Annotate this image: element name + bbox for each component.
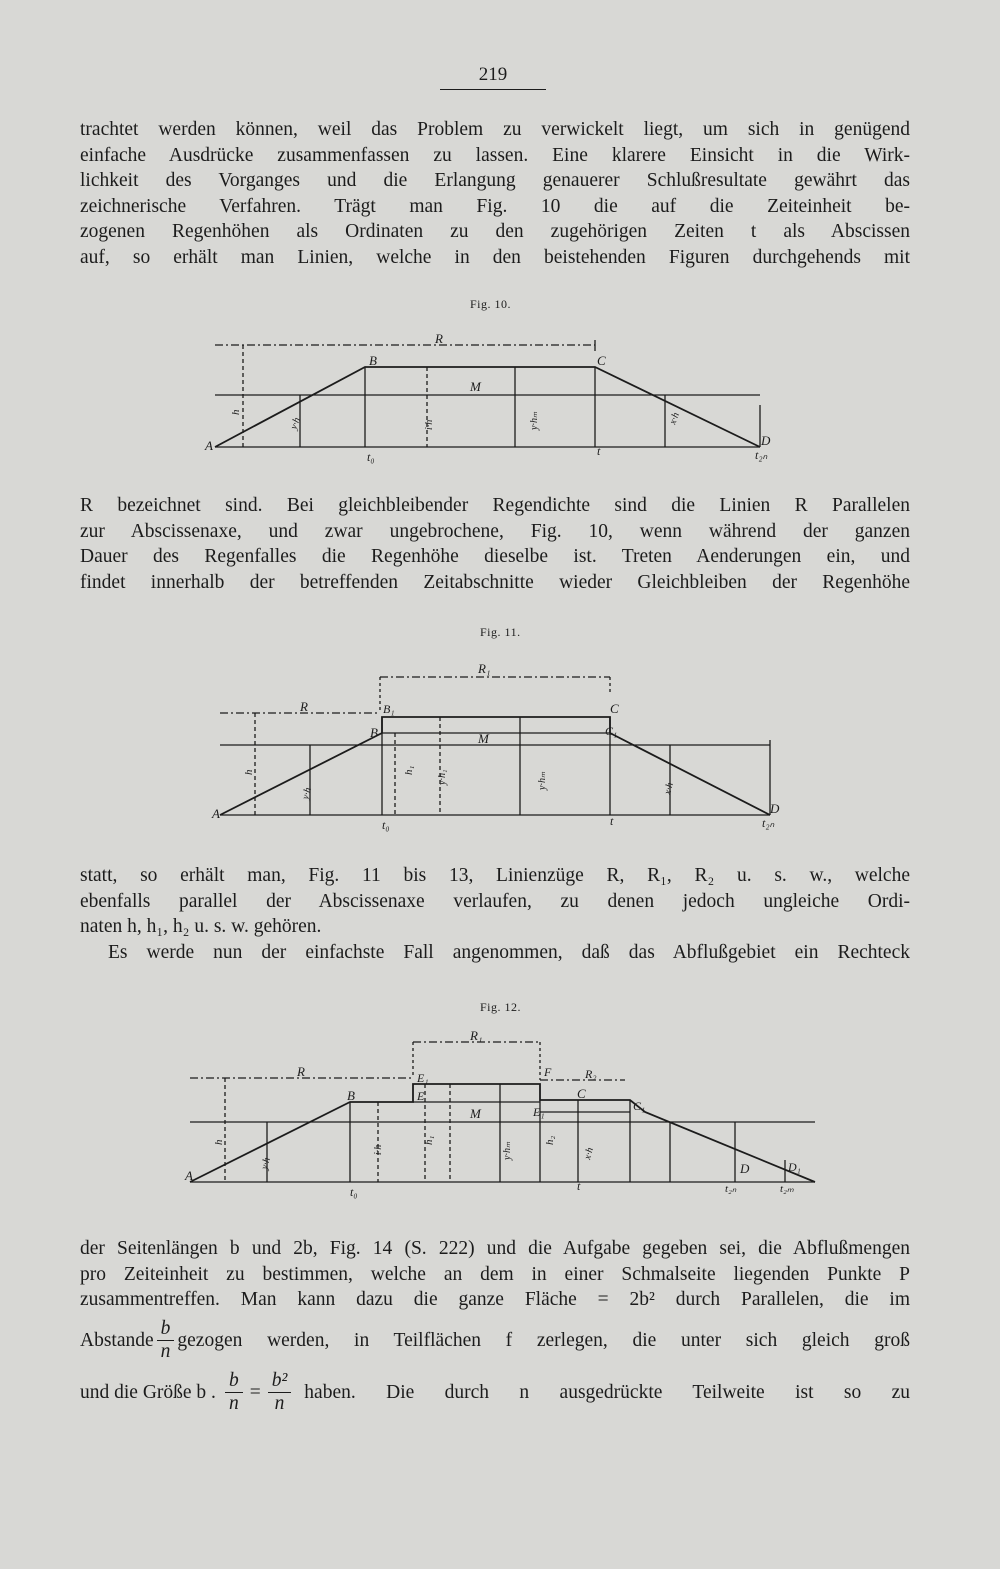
fig12-label-M: M — [470, 1106, 481, 1121]
fig12-label-t: t — [577, 1179, 581, 1193]
equals-sign: = — [249, 1381, 261, 1403]
para2-line: findet innerhalb der betreffenden Zeitabschnitte wieder Gleichbleiben der Regenhöhe — [80, 571, 910, 593]
fig10-label-yhm: y·hₘ — [529, 411, 540, 430]
fig10-label-M: M — [470, 379, 481, 394]
fig12-label-A: A — [185, 1168, 193, 1183]
fig12-label-F1: E₁ — [533, 1105, 545, 1119]
fig12-label-R1: R₁ — [470, 1028, 483, 1043]
fig11-label-B: B — [370, 725, 378, 740]
abstande-pre: Abstande — [80, 1329, 154, 1351]
fig11-curve — [220, 717, 770, 815]
fig10-label-yh: y·h — [288, 416, 303, 432]
fig11-label-t: t — [610, 814, 614, 828]
groesse-pre: und die Größe b . — [80, 1381, 216, 1403]
para1-line: lichkeit des Vorganges und die Erlangung genauerer Schlußresultate gewährt das — [80, 170, 910, 192]
fig12-label-h: h — [213, 1139, 225, 1145]
fig12-diagram — [185, 1030, 825, 1205]
fig12-label-R2: R₂ — [585, 1067, 597, 1081]
para1-line: einfache Ausdrücke zusammenfassen zu lassen. Eine klarere Einsicht in die Wirk- — [80, 144, 910, 166]
para2-line: Dauer des Regenfalles die Regenhöhe dieselbe ist. Treten Aenderungen ein, und — [80, 546, 910, 568]
fig12-label-B: B — [347, 1088, 355, 1103]
para3-line: ebenfalls parallel der Abscissenaxe verlaufen, zu denen jedoch ungleiche Ordi- — [80, 890, 910, 912]
para2-line: zur Abscissenaxe, und zwar ungebrochene, Fig. 10, wenn während der ganzen — [80, 520, 910, 542]
fig11-label-M: M — [478, 731, 489, 746]
fig10-label-B: B — [369, 353, 377, 368]
frac-denominator: n — [274, 1393, 285, 1414]
fig10-label-C: C — [597, 353, 606, 368]
fig12-label-h2: h₂ — [544, 1135, 556, 1145]
fig11-label-C1: C₁ — [605, 724, 618, 738]
fig12-label-C1: C₁ — [633, 1099, 646, 1113]
fig11-label-B1: B₁ — [383, 702, 395, 716]
fig12-label-yhm: y·hₘ — [502, 1141, 513, 1160]
fig12-label-yh: y·h — [259, 1156, 273, 1171]
fig10-caption: Fig. 10. — [470, 297, 512, 311]
fig12-label-E: E — [417, 1089, 425, 1103]
para3-line: naten h, h₁, h₂ u. s. w. gehören. — [80, 916, 322, 938]
paragraph-4 — [80, 940, 910, 966]
fig11-label-C: C — [610, 701, 619, 716]
paragraph-5 — [80, 1236, 910, 1313]
para1-line: auf, so erhält man Linien, welche in den beistehenden Figuren durchgehends mit — [80, 246, 910, 268]
fraction-b-over-n — [225, 1370, 243, 1415]
fig11-label-R: R — [300, 699, 308, 714]
fig12-curve — [190, 1084, 815, 1182]
para5-line: pro Zeiteinheit zu bestimmen, welche an dem in einer Schmalseite liegenden Punkte P — [80, 1263, 910, 1285]
frac-denominator: n — [160, 1341, 171, 1362]
fig10-label-t2n: t₂ₙ — [755, 448, 768, 462]
fig10-label-R: R — [435, 331, 443, 346]
para1-line: zogenen Regenhöhen als Ordinaten zu den zugehörigen Zeiten t als Abscissen — [80, 221, 910, 243]
fig10-label-D: D — [761, 433, 771, 448]
para3-line: statt, so erhält man, Fig. 11 bis 13, Linienzüge R, R₁, R₂ u. s. w., welche — [80, 865, 910, 886]
fig10-curve-ABCD — [215, 367, 760, 447]
fig12-label-C: C — [577, 1086, 586, 1101]
fig10-label-ih: i·h — [424, 419, 435, 430]
paragraph-3 — [80, 863, 910, 940]
fig11-label-D: D — [770, 801, 780, 816]
frac-numerator: b — [157, 1318, 175, 1341]
fig12-label-xh: x·h — [582, 1146, 596, 1161]
page-number: 219 — [440, 64, 546, 90]
fig10-label-t0: t₀ — [367, 450, 375, 464]
frac-numerator: b² — [268, 1370, 292, 1393]
fraction-b-over-n — [157, 1318, 175, 1363]
fig10-label-h: h — [230, 409, 242, 415]
line-abstande — [80, 1318, 910, 1363]
fig11-label-h1: h₁ — [403, 765, 415, 775]
abstande-post: gezogen werden, in Teilflächen f zerlegen, die unter sich gleich groß — [177, 1329, 910, 1351]
fig12-label-E1: E₁ — [417, 1071, 429, 1085]
fig11-caption: Fig. 11. — [480, 625, 521, 639]
fig12-label-t0: t₀ — [350, 1185, 358, 1199]
line-groesse — [80, 1370, 910, 1415]
fig11-label-yh: y·h — [300, 786, 314, 801]
para5-line: zusammentreffen. Man kann dazu die ganze Fläche = 2b² durch Parallelen, die im — [80, 1289, 910, 1311]
fig11-label-t2n: t₂ₙ — [762, 816, 775, 830]
fig10-label-xh: x·h — [667, 411, 682, 427]
fraction-b2-over-n — [268, 1370, 292, 1415]
para1-line: zeichnerische Verfahren. Trägt man Fig. 10 die auf die Zeiteinheit be- — [80, 195, 910, 217]
fig11-label-A: A — [212, 806, 220, 821]
groesse-post: haben. Die durch n ausgedrückte Teilweite ist so zu — [304, 1381, 910, 1403]
fig11-label-t0: t₀ — [382, 818, 390, 832]
fig12-label-F: F — [544, 1065, 552, 1079]
frac-numerator: b — [225, 1370, 243, 1393]
para1-line: trachtet werden können, weil das Problem zu verwickelt liegt, um sich in genügend — [80, 119, 910, 140]
fig11-label-yh1: y·h₁ — [437, 769, 448, 785]
paragraph-2 — [80, 493, 910, 595]
fig11-diagram — [200, 655, 800, 830]
fig10-diagram — [195, 325, 795, 465]
fig11-label-h: h — [243, 769, 255, 775]
fig12-label-h1: h₁ — [423, 1135, 435, 1145]
para5-line: der Seitenlängen b und 2b, Fig. 14 (S. 222) und die Aufgabe gegeben sei, die Abflußmengen — [80, 1238, 910, 1259]
fig11-label-R1: R₁ — [478, 661, 491, 676]
fig10-label-t: t — [597, 444, 601, 458]
frac-denominator: n — [228, 1393, 239, 1414]
fig12-caption: Fig. 12. — [480, 1000, 522, 1014]
fig11-label-xh: x·h — [662, 781, 676, 796]
fig12-label-t2m: t₂ₘ — [780, 1183, 794, 1195]
fig12-label-ih: i·h — [373, 1144, 384, 1155]
fig12-label-D1: D₁ — [788, 1160, 801, 1174]
fig12-label-D: D — [740, 1161, 750, 1176]
fig10-label-A: A — [205, 438, 213, 453]
para4-line: Es werde nun der einfachste Fall angenommen, daß das Abflußgebiet ein Rechteck — [108, 942, 910, 963]
paragraph-1 — [80, 117, 910, 271]
para2-line: R bezeichnet sind. Bei gleichbleibender Regendichte sind die Linien R Parallelen — [80, 495, 910, 516]
fig12-label-t2n: t₂ₙ — [725, 1183, 737, 1195]
fig11-label-yhm: y·hₘ — [537, 771, 548, 790]
fig12-label-R: R — [297, 1064, 305, 1079]
